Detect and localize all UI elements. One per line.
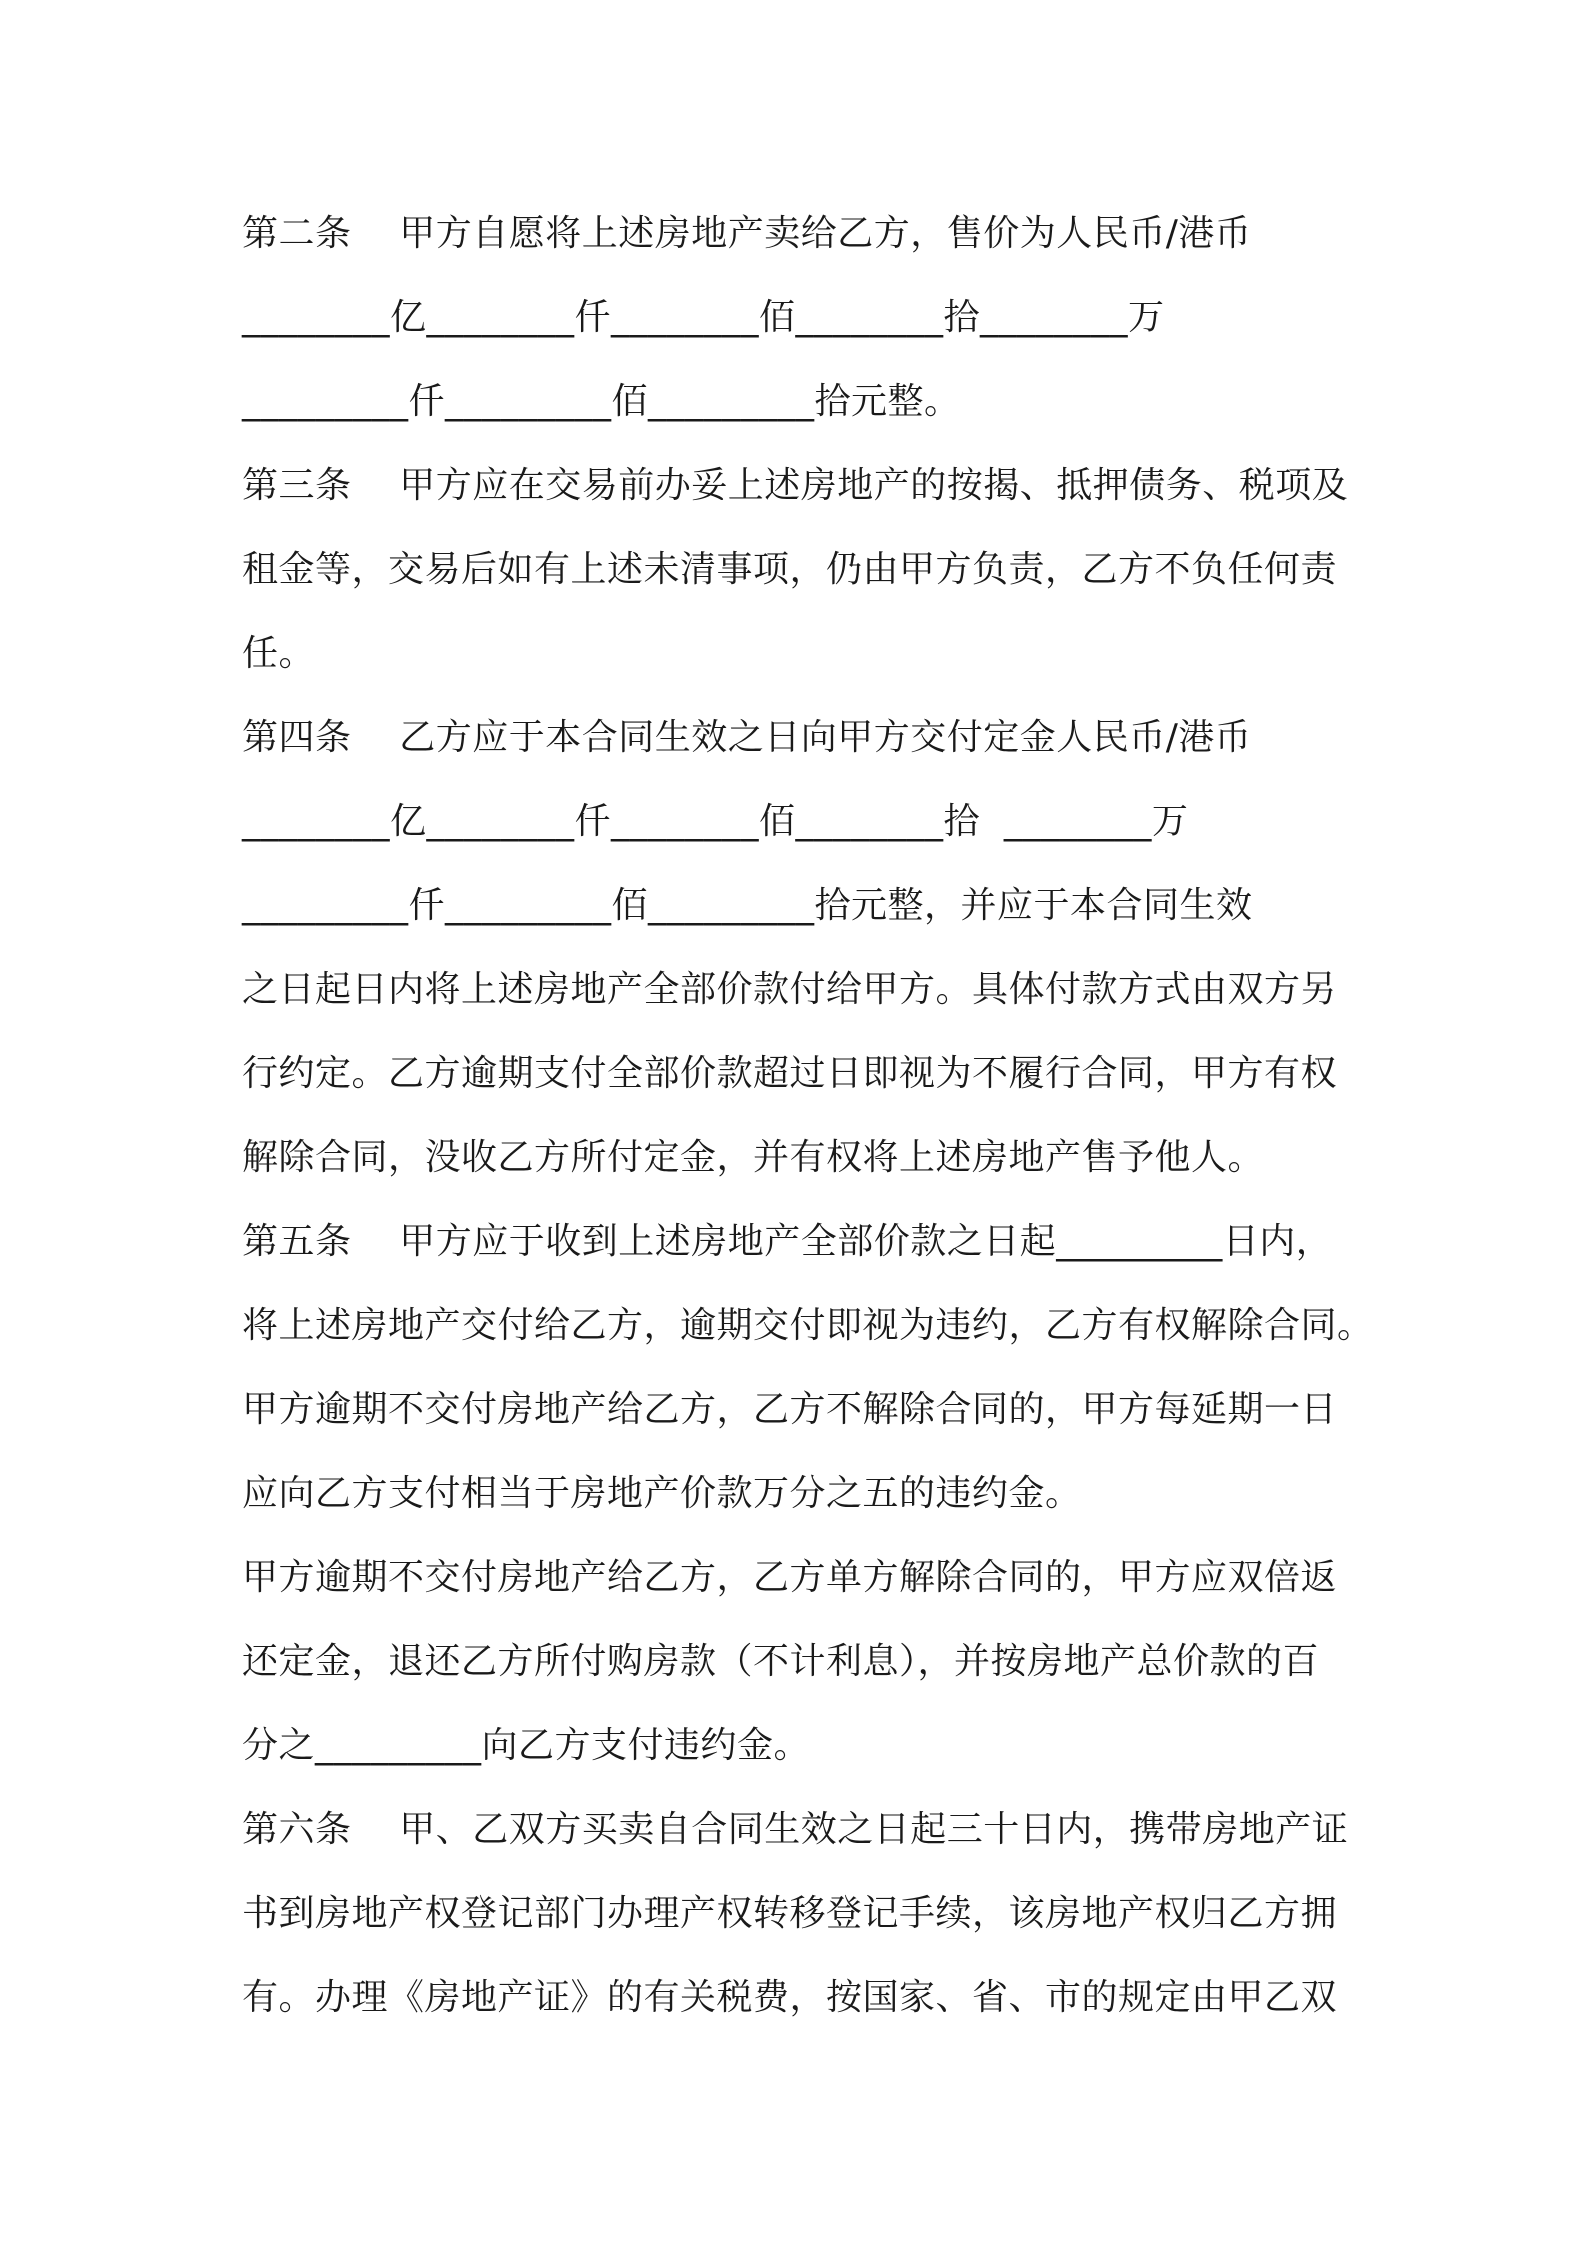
article-5-line-3: 甲方逾期不交付房地产给乙方，乙方不解除合同的，甲方每延期一日: [242, 1389, 1338, 1430]
article-5-line-2: 将上述房地产交付给乙方，逾期交付即视为违约，乙方有权解除合同。: [242, 1305, 1374, 1346]
article-3-line-2: 租金等，交易后如有上述未清事项，仍由甲方负责，乙方不负任何责: [242, 549, 1338, 590]
article-6-line-2: 书到房地产权登记部门办理产权转移登记手续，该房地产权归乙方拥: [242, 1893, 1338, 1934]
article-4-line-6: 解除合同，没收乙方所付定金，并有权将上述房地产售予他人。: [242, 1137, 1265, 1178]
article-4-deposit-blanks-line: ________亿________仟________佰________拾 ________万: [242, 801, 1189, 842]
article-4-line-4: 之日起日内将上述房地产全部价款付给甲方。具体付款方式由双方另: [242, 969, 1338, 1010]
article-5-line-4: 应向乙方支付相当于房地产价款万分之五的违约金。: [242, 1473, 1082, 1514]
article-4-deposit-blanks-line: _________仟_________佰_________拾元整，并应于本合同生效: [242, 885, 1253, 926]
article-3-line-1: 第三条 甲方应在交易前办妥上述房地产的按揭、抵押债务、税项及: [242, 465, 1349, 506]
article-2-price-blanks-line: ________亿________仟________佰________拾________万: [242, 297, 1165, 338]
contract-body: [242, 192, 1374, 2040]
article-5-line-7: 分之_________向乙方支付违约金。: [242, 1725, 811, 1766]
article-6-line-3: 有。办理《房地产证》的有关税费，按国家、省、市的规定由甲乙双: [242, 1977, 1338, 2018]
article-4-line-1: 第四条 乙方应于本合同生效之日向甲方交付定金人民币/港币: [242, 717, 1252, 758]
article-3-line-3: 任。: [242, 633, 316, 674]
article-5-line-6: 还定金，退还乙方所付购房款（不计利息），并按房地产总价款的百: [242, 1641, 1320, 1682]
article-4-line-5: 行约定。乙方逾期支付全部价款超过日即视为不履行合同，甲方有权: [242, 1053, 1338, 1094]
article-6-line-1: 第六条 甲、乙双方买卖自合同生效之日起三十日内，携带房地产证: [242, 1809, 1349, 1850]
article-5-line-1: 第五条 甲方应于收到上述房地产全部价款之日起_________日内，: [242, 1221, 1333, 1262]
article-5-line-5: 甲方逾期不交付房地产给乙方，乙方单方解除合同的，甲方应双倍返: [242, 1557, 1338, 1598]
article-2-line-1: 第二条 甲方自愿将上述房地产卖给乙方，售价为人民币/港币: [242, 213, 1252, 254]
article-2-price-blanks-line: _________仟_________佰_________拾元整。: [242, 381, 961, 422]
